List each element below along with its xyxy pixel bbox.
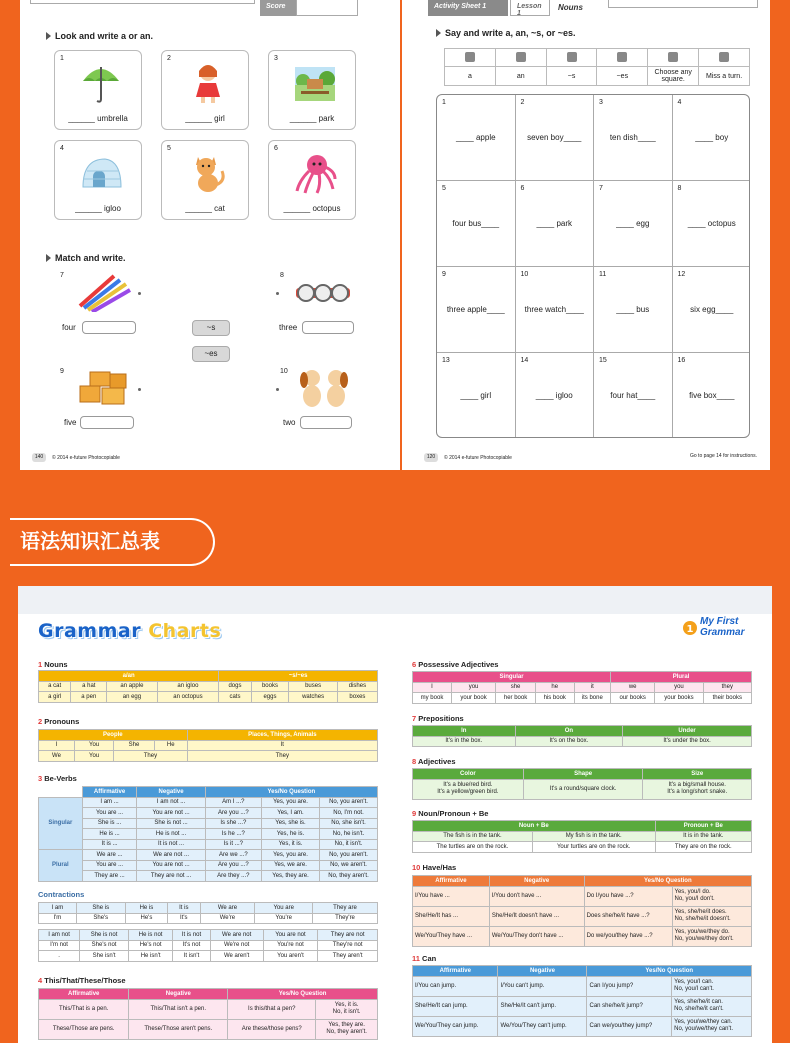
octopus-icon: [293, 151, 337, 195]
board-cell: 16 five box____: [677, 357, 735, 400]
activity-tab: Activity Sheet 1: [428, 0, 508, 16]
board-cell: 15 four hat____: [594, 353, 673, 438]
park-icon: [293, 61, 337, 105]
girl-icon: [186, 61, 230, 105]
section-title-look-write: Look and write a or an.: [46, 31, 153, 41]
board-cell: 4 ____ boy: [673, 95, 751, 181]
answer-box[interactable]: [82, 321, 136, 334]
board-cell: 14 ____ igloo: [516, 353, 595, 438]
be-verbs-table: Affirmative Negative Yes/No Question Singular I am ... I am not ... Am I ...? Yes, you are. No, you aren't. You are ... You are not ... Are you ...? Yes, I am. No, I'm not. She is ... She is not ... Is she ...? Yes, she is. No, she isn't. He is ... He is not ... Is he ...? Yes, he is. No, he isn't. It is ... It is not ... Is it ...? Yes, it is. No, it isn't. Plural We are ... We are not ... Are we ...? Yes, you are. No, you aren't. You are ... You are not ... Are you ...? Yes, we are. No, we aren't. They are ... They are not ... Are they ...? Yes, they are. No, they aren't.: [38, 786, 378, 882]
picture-card: 3 ______ park: [268, 50, 356, 130]
footer-left: 140 © 2014 e-future Photocopiable: [32, 453, 120, 462]
board-cell: 3 ten dish____: [594, 95, 673, 181]
contractions-table-2: I am not She is not He is not It is not We are not You are not They are not I'm not She's not He's not It's not We're not You're not They're not . She isn't He isn't It isn't We aren't You aren't They aren't: [38, 929, 378, 962]
board-cell: 10 three watch____: [516, 267, 595, 353]
section-adjectives-title: 8 Adjectives: [412, 757, 456, 766]
board-cell: 6 ____ park: [516, 181, 595, 267]
contractions-table-1: I am She is He is It is We are You are They are I'm She's He's It's We're You're They're: [38, 902, 378, 924]
page-title: Grammar Charts: [38, 620, 222, 642]
header-swoosh: [18, 586, 772, 614]
board-cell: 12 six egg____: [673, 267, 751, 353]
picture-card: 4 ______ igloo: [54, 140, 142, 220]
name-line: [30, 0, 255, 4]
board-cell: 9 three apple____: [437, 267, 516, 353]
worksheet-right: [402, 0, 770, 470]
dogs-icon: [296, 366, 352, 410]
section-title-say-write: Say and write a, an, ~s, or ~es.: [436, 28, 576, 38]
cat-icon: [186, 151, 230, 195]
section-noun-pronoun-be-title: 9 Noun/Pronoun + Be: [412, 809, 489, 818]
picture-card: 5 ______ cat: [161, 140, 249, 220]
board-cell: 8 ____ octopus: [673, 181, 751, 267]
name-box: [608, 0, 758, 8]
triangle-bullet-icon: [46, 254, 51, 262]
board-cell: 7 ____ egg: [594, 181, 673, 267]
section-banner: 语法知识汇总表: [10, 518, 215, 566]
my-first-grammar-logo: 1 My First Grammar: [682, 608, 770, 650]
topic-tab: Nouns: [552, 0, 602, 16]
die-four-icon: [617, 52, 627, 62]
dice-legend: a an ~s ~es Choose any square. Miss a turn.: [444, 48, 750, 86]
section-nouns-title: 1 Nouns: [38, 660, 68, 669]
svg-text:1: 1: [686, 624, 694, 635]
can-table: Affirmative Negative Yes/No Question I/You can jump. I/You can't jump. Can I/you jump? Yes, you/I can. No, you/I can't. She/He/It can jump. She/He/It can't jump. Can she/he/it jump? Yes, she/he/it can. No, she/he/it can't. We/You/They can jump. We/You/They can't jump. Can we/you/they jump? Yes, you/we/they can. No, you/we/they can't.: [412, 965, 752, 1037]
pronouns-table: People Places, Things, Animals I You She He It We You They They: [38, 729, 378, 762]
adjectives-table: Color Shape Size It's a blue/red bird. It's a yellow/green bird. It's a round/square clock. It's a big/small house. It's a long/short snake.: [412, 768, 752, 800]
triangle-bullet-icon: [436, 29, 441, 37]
score-label: Score: [260, 0, 296, 16]
section-be-verbs-title: 3 Be-Verbs: [38, 774, 77, 783]
board-cell: 5 four bus____: [437, 181, 516, 267]
section-have-has-title: 10 Have/Has: [412, 863, 457, 872]
die-one-icon: [465, 52, 475, 62]
board-cell: 2 seven boy____: [516, 95, 595, 181]
contractions-title: Contractions: [38, 890, 85, 899]
section-prepositions-title: 7 Prepositions: [412, 714, 464, 723]
die-six-icon: [719, 52, 729, 62]
section-title-match-write: Match and write.: [46, 253, 126, 263]
umbrella-icon: [79, 61, 123, 105]
answer-box[interactable]: [300, 416, 352, 429]
footer-right: 120 © 2014 e-future Photocopiable: [424, 453, 512, 462]
picture-card: 2 ______ girl: [161, 50, 249, 130]
board-cell: 13 ____ girl: [437, 353, 516, 438]
noun-pronoun-be-table: Noun + Be Pronoun + Be The fish is in the tank. My fish is in the tank. It is in the tank. The turtles are on the rock. Your turtles are on the rock. They are on the rock.: [412, 820, 752, 853]
lesson-tab: Lesson 1: [510, 0, 550, 16]
possessive-table: Singular Plural I you she he it we you they my book your book her book his book its bone our books your books their books: [412, 671, 752, 704]
pens-icon: [74, 272, 134, 312]
section-this-that-title: 4 This/That/These/Those: [38, 976, 126, 985]
suffix-chip[interactable]: ~es: [192, 346, 230, 362]
grammar-charts-page: [18, 586, 772, 1043]
watches-icon: [292, 276, 354, 312]
board-grid: [436, 94, 750, 438]
boxes-icon: [76, 368, 132, 408]
worksheet-left: Score Look and write a or an. 1 ______ umbrella 2 ______ girl 3 ______ park 4 ______ igloo 5 ______ cat 6 ______ octopus Match and write. 7 four 8 three ~s ~es 9 five 10 two 140 © 2014 e-future Photocopiable: [20, 0, 400, 470]
die-three-icon: [567, 52, 577, 62]
section-can-title: 11 Can: [412, 954, 437, 963]
this-that-table: Affirmative Negative Yes/No Question This/That is a pen. This/That isn't a pen. Is this/that a pen? Yes, it is. No, it isn't. These/Those are pens. These/Those aren't pens. Are these/those pens? Yes, they are. No, they aren't.: [38, 988, 378, 1040]
suffix-chip[interactable]: ~s: [192, 320, 230, 336]
picture-card: 1 ______ umbrella: [54, 50, 142, 130]
score-box: [296, 0, 358, 16]
die-five-icon: [668, 52, 678, 62]
have-has-table: Affirmative Negative Yes/No Question I/You have ... I/You don't have ... Do I/you have ...? Yes, you/I do. No, you/I don't. She/He/It has ... She/He/It doesn't have ... Does she/he/it have ...? Yes, she/he/it does. No, she/he/it doesn't. We/You/They have ... We/You/They don't have ... Do we/you/they have ...? Yes, you/we/they do. No, you/we/they don't.: [412, 875, 752, 947]
triangle-bullet-icon: [46, 32, 51, 40]
nouns-table: a/an ~s/~es a cat a hat an apple an igloo dogs books buses dishes a girl a pen an egg an octopus cats eggs watches boxes: [38, 670, 378, 703]
board-cell: 11 ____ bus: [594, 267, 673, 353]
igloo-icon: [79, 151, 123, 195]
picture-card: 6 ______ octopus: [268, 140, 356, 220]
answer-box[interactable]: [302, 321, 354, 334]
footer-instructions: Go to page 14 for instructions.: [690, 453, 757, 459]
board-cell: 1 ____ apple: [437, 95, 516, 181]
section-pronouns-title: 2 Pronouns: [38, 717, 80, 726]
prepositions-table: In On Under It's in the box. It's on the box. It's under the box.: [412, 725, 752, 747]
answer-box[interactable]: [80, 416, 134, 429]
section-possessive-title: 6 Possessive Adjectives: [412, 660, 499, 669]
die-two-icon: [516, 52, 526, 62]
